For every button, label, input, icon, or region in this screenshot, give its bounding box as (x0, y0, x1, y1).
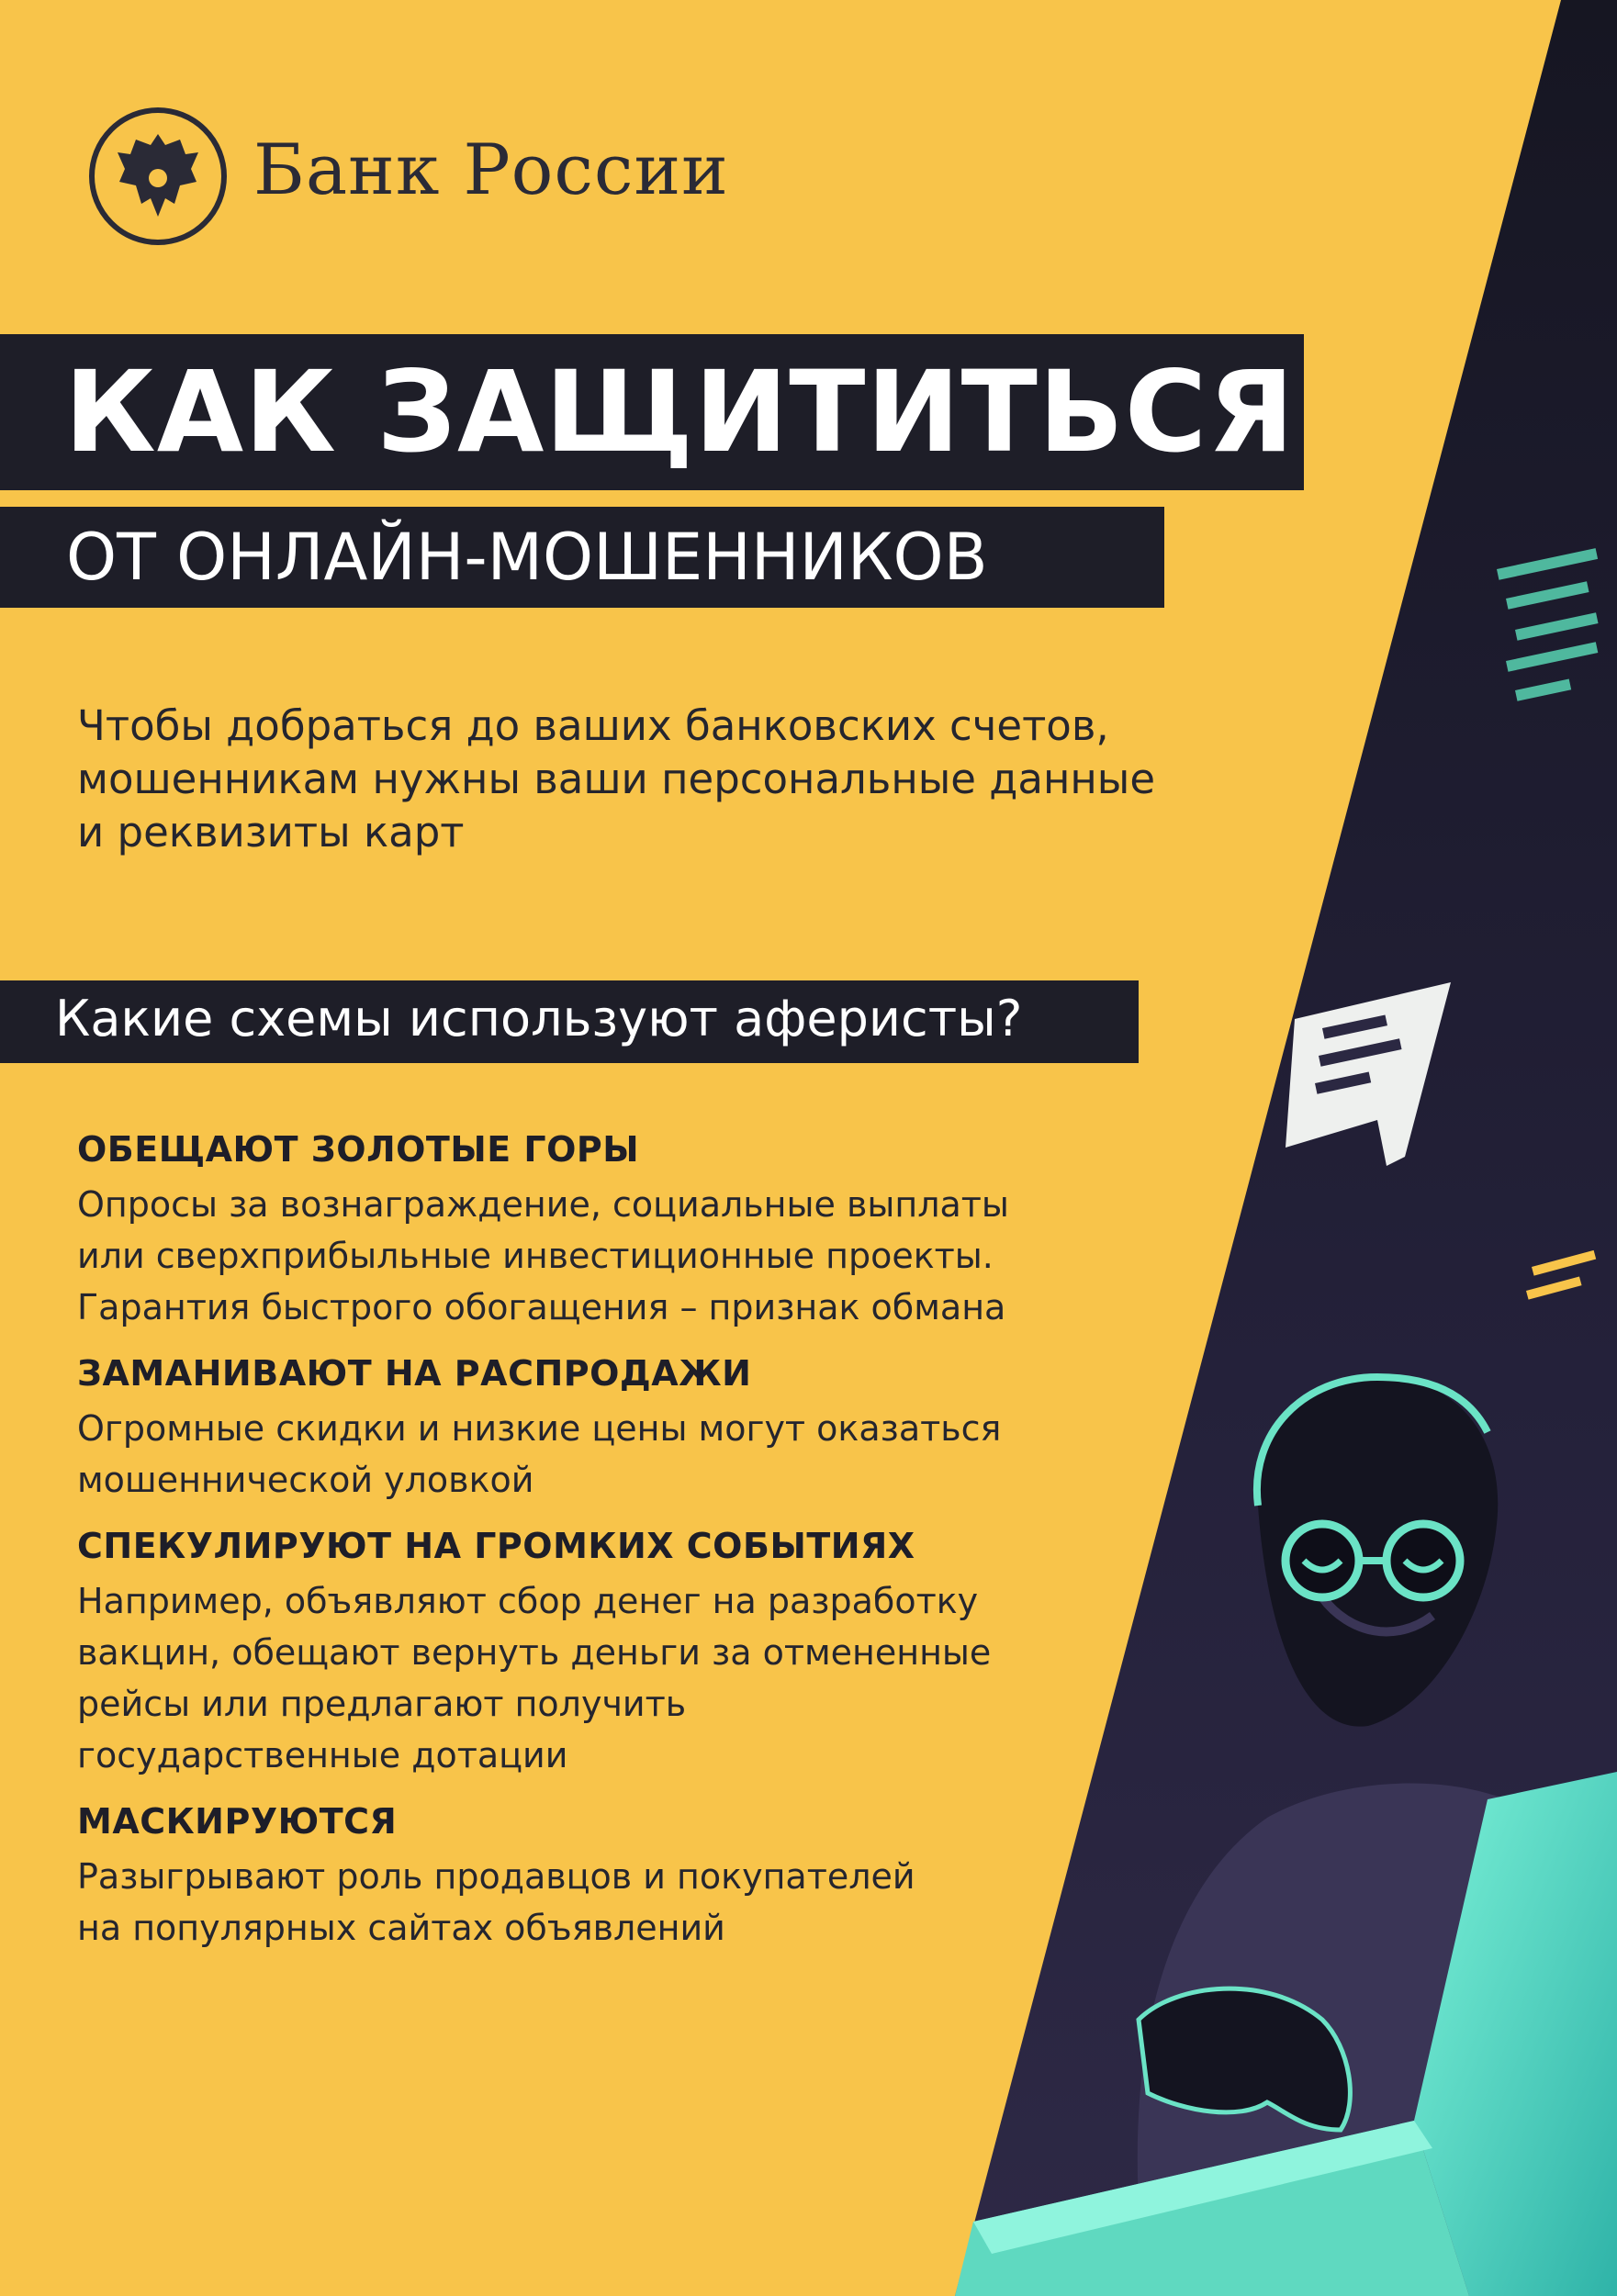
scheme-line: на популярных сайтах объявлений (77, 1908, 725, 1948)
scheme-line: Огромные скидки и низкие цены могут оказаться (77, 1408, 1002, 1449)
scheme-line: государственные дотации (77, 1735, 568, 1775)
scheme-description (77, 1851, 1041, 1954)
scheme-line: мошеннической уловкой (77, 1460, 534, 1500)
question-heading: Какие схемы используют аферисты? (55, 990, 1023, 1047)
scheme-title: ЗАМАНИВАЮТ НА РАСПРОДАЖИ (77, 1353, 752, 1394)
intro-line: мошенникам нужны ваши персональные данные (77, 755, 1156, 803)
page-title: КАК ЗАЩИТИТЬСЯ (64, 347, 1296, 477)
scheme-title: МАСКИРУЮТСЯ (77, 1801, 398, 1842)
scheme-line: Например, объявляют сбор денег на разработку (77, 1581, 979, 1621)
scheme-line: или сверхприбыльные инвестиционные проекты. (77, 1236, 994, 1276)
schemes-list (77, 1129, 1041, 1974)
scheme-section (77, 1526, 1041, 1781)
scheme-line: рейсы или предлагают получить (77, 1684, 687, 1724)
scheme-section (77, 1129, 1041, 1333)
scheme-title: СПЕКУЛИРУЮТ НА ГРОМКИХ СОБЫТИЯХ (77, 1526, 915, 1566)
intro-line: Чтобы добраться до ваших банковских счетов, (77, 701, 1109, 750)
scheme-description (77, 1179, 1041, 1333)
bank-emblem-icon (84, 103, 231, 250)
scheme-line: Гарантия быстрого обогащения – признак обмана (77, 1287, 1006, 1327)
scheme-section (77, 1801, 1041, 1954)
intro-line: и реквизиты карт (77, 808, 465, 857)
scheme-description (77, 1403, 1041, 1506)
scheme-line: вакцин, обещают вернуть деньги за отмененные (77, 1632, 992, 1673)
scheme-line: Опросы за вознаграждение, социальные выплаты (77, 1184, 1009, 1225)
scheme-section (77, 1353, 1041, 1506)
intro-text (77, 700, 1225, 859)
bank-name: Банк России (253, 129, 729, 210)
scheme-line: Разыгрывают роль продавцов и покупателей (77, 1856, 915, 1897)
page-subtitle: ОТ ОНЛАЙН-МОШЕННИКОВ (66, 520, 988, 595)
scheme-description (77, 1575, 1041, 1781)
scheme-title: ОБЕЩАЮТ ЗОЛОТЫЕ ГОРЫ (77, 1129, 640, 1170)
